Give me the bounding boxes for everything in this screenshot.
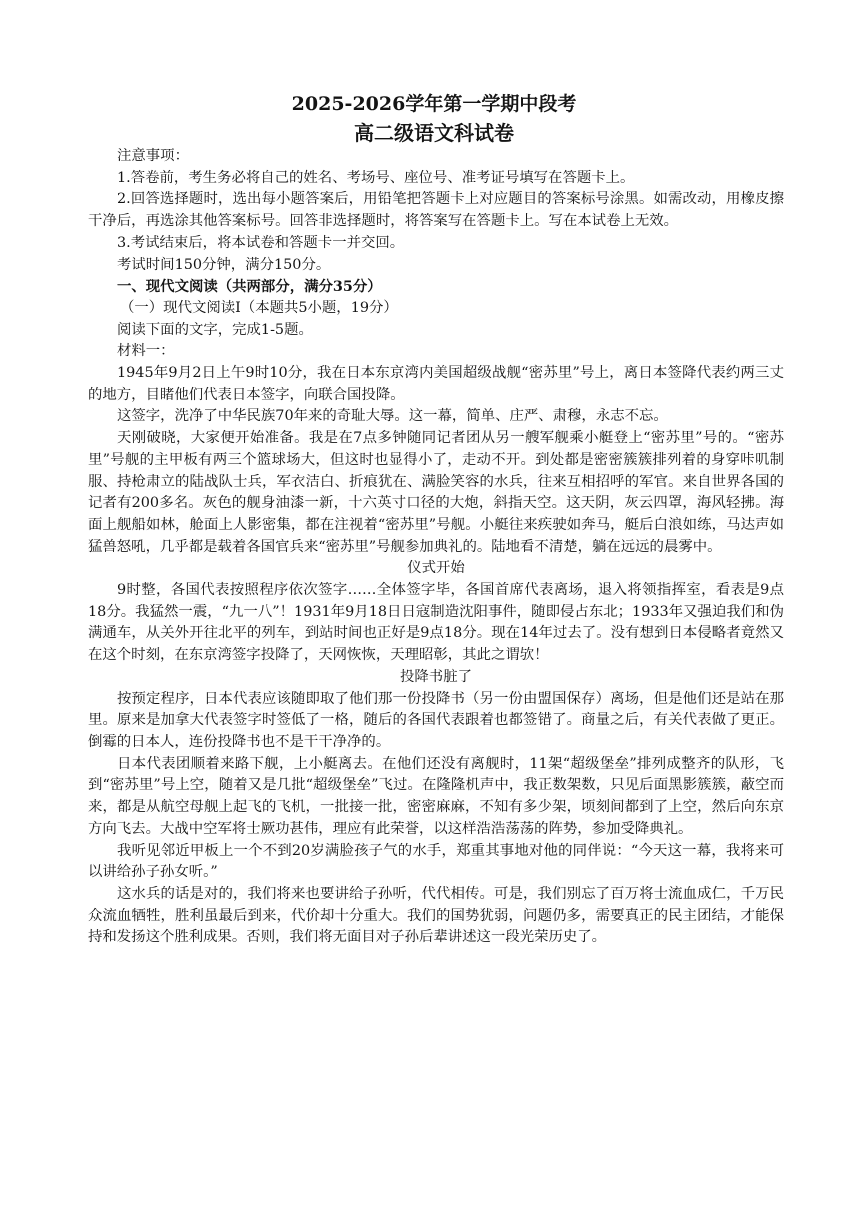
- section-heading: 一、现代文阅读（共两部分，满分35分）: [117, 278, 382, 296]
- article-paragraph: 日本代表团顺着来路下舰，上小艇离去。在他们还没有离舰时，11架“超级堡垒”排列成整齐的队形，飞到“密苏里”号上空，随着又是几批“超级堡垒”飞过。在隆隆机声中，我正数架数，只见后面黑影簇簇，蔽空而来，都是从航空母舰上起飞的飞机，一批接一批，密密麻麻，不知有多少架，顷刻间都到了上空，然后向东京方向飞去。大战中空军将士厥功甚伟，理应有此荣誉，以这样浩浩荡荡的阵势，参加受降典礼。: [88, 755, 784, 837]
- exam-time: 考试时间150分钟，满分150分。: [117, 256, 331, 273]
- article-subheading-ceremony: 仪式开始: [407, 560, 465, 577]
- exam-subtitle: 高二级语文科试卷: [354, 121, 514, 145]
- notice-item-3: 3.考试结束后，将本试卷和答题卡一并交回。: [117, 234, 405, 251]
- article-paragraph: 这水兵的话是对的，我们将来也要讲给子孙听，代代相传。可是，我们别忘了百万将士流血成仁，千万民众流血牺牲，胜利虽最后到来，代价却十分重大。我们的国势犹弱，问题仍多，需要真正的民主团结，才能保持和发扬这个胜利成果。否则，我们将无面目对子孙后辈讲述这一段光荣历史了。: [88, 885, 784, 946]
- exam-title: 2025-2026学年第一学期中段考: [291, 93, 577, 115]
- notice-label: 注意事项：: [117, 148, 189, 164]
- exam-body: [88, 146, 784, 949]
- reading-instruction: 阅读下面的文字，完成1-5题。: [117, 321, 313, 338]
- material-label: 材料一：: [117, 343, 175, 360]
- article-paragraph: 9时整，各国代表按照程序依次签字……全体签字毕，各国首席代表离场，退入将领指挥室，看表是9点18分。我猛然一震，“九一八”！1931年9月18日日寇制造沈阳事件，随即侵占东北；1933年又强迫我们和伪满通车，从关外开往北平的列车，到站时间也正好是9点18分。现在14年过去了。没有想到日本侵略者竟然又在这个时刻，在东京湾签字投降了，天网恢恢，天理昭彰，其此之谓欤！: [88, 582, 784, 664]
- article-paragraph: 1945年9月2日上午9时10分，我在日本东京湾内美国超级战舰“密苏里”号上，离日本签降代表约两三丈的地方，目睹他们代表日本签字，向联合国投降。: [88, 365, 784, 403]
- section-sub-heading: （一）现代文阅读Ⅰ（本题共5小题，19分）: [120, 299, 398, 316]
- article-paragraph: 这签字，洗净了中华民族70年来的奇耻大辱。这一幕，简单、庄严、肃穆，永志不忘。: [117, 408, 668, 425]
- notice-item-2: 2.回答选择题时，选出每小题答案后，用铅笔把答题卡上对应题目的答案标号涂黑。如需改动，用橡皮擦干净后，再选涂其他答案标号。回答非选择题时，将答案写在答题卡上。写在本试卷上无效。: [88, 191, 784, 230]
- article-paragraph: 我听见邻近甲板上一个不到20岁满脸孩子气的水手，郑重其事地对他的同伴说：“今天这一幕，我将来可以讲给孙子孙女听。”: [88, 842, 784, 881]
- article-paragraph: 天刚破晓，大家便开始准备。我是在7点多钟随同记者团从另一艘军舰乘小艇登上“密苏里”号的。“密苏里”号舰的主甲板有两三个篮球场大，但这时也显得小了，走动不开。到处都是密密簇簇排列着的身穿咔叽制服、持枪肃立的陆战队士兵，军衣洁白、折痕犹在、满脸笑容的水兵，往来互相招呼的军官。来自世界各国的记者有200多名。灰色的舰身油漆一新，十六英寸口径的大炮，斜指天空。这天阴，灰云四罩，海风轻拂。海面上舰船如林，舱面上人影密集，都在注视着“密苏里”号舰。小艇往来疾驶如奔马，艇后白浪如练，马达声如猛兽怒吼，几乎都是载着各国官兵来“密苏里”号舰参加典礼的。陆地看不清楚，躺在远远的晨雾中。: [88, 430, 784, 555]
- article-subheading-dirty: 投降书脏了: [400, 668, 472, 685]
- notice-item-1: 1.答卷前，考生务必将自己的姓名、考场号、座位号、准考证号填写在答题卡上。: [117, 169, 635, 186]
- article-paragraph: 按预定程序，日本代表应该随即取了他们那一份投降书（另一份由盟国保存）离场，但是他们还是站在那里。原来是加拿大代表签字时签低了一格，随后的各国代表跟着也都签错了。商量之后，有关代表做了更正。倒霉的日本人，连份投降书也不是干干净净的。: [88, 690, 784, 750]
